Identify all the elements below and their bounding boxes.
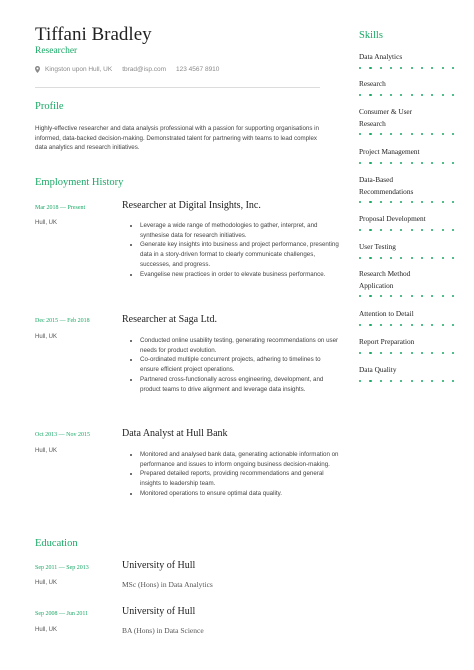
- job-bullet: • Partnered cross-functionally across engineering, development, and product teams to drive alignment and leverage data insights.: [140, 375, 340, 394]
- education-degree: BA (Hons) in Data Science: [122, 626, 204, 635]
- skill-dots: [359, 162, 454, 164]
- contact-phone: 123 4567 8910: [176, 66, 220, 73]
- job-location: Hull, UK: [35, 334, 58, 340]
- skill-dots: [359, 67, 454, 69]
- skills-heading: Skills: [359, 30, 383, 41]
- education-school: University of Hull: [122, 606, 196, 617]
- skill-item: [359, 241, 459, 259]
- education-location: Hull, UK: [35, 580, 58, 586]
- skill-name: Report Preparation: [359, 337, 415, 346]
- skill-item: [359, 78, 459, 96]
- education-dates: Sep 2008 — Jun 2011: [35, 611, 89, 617]
- skill-name: Data-Based Recommendations: [359, 175, 414, 196]
- skill-dots: [359, 295, 454, 297]
- education-dates: Sep 2011 — Sep 2013: [35, 565, 89, 571]
- education-school: University of Hull: [122, 560, 196, 571]
- skill-name: Research: [359, 79, 386, 88]
- skill-item: [359, 51, 459, 69]
- job-bullets: [122, 336, 340, 394]
- skill-item: [359, 268, 459, 297]
- skill-dots: [359, 380, 454, 382]
- profile-text: Highly-effective researcher and data analysis professional with a passion for supporting organisations in informed, data-backed decision-making. Demonstrated talent for partnering with teams to lead complex data analytics and research initiatives.: [35, 125, 319, 152]
- job-location: Hull, UK: [35, 448, 58, 454]
- job-bullet: • Monitored operations to ensure optimal data quality.: [140, 489, 340, 499]
- job-bullets: [122, 450, 340, 499]
- skill-item: [359, 106, 459, 135]
- education-degree: MSc (Hons) in Data Analytics: [122, 580, 213, 589]
- job-bullet: • Monitored and analysed bank data, generating actionable information on performance and issues to inform ongoing business decision-making.: [140, 450, 340, 469]
- skill-name: User Testing: [359, 242, 396, 251]
- job-title: Researcher at Saga Ltd.: [122, 314, 217, 325]
- map-pin-icon: [35, 66, 40, 73]
- skill-name: Research Method Application: [359, 269, 411, 290]
- skill-dots: [359, 229, 454, 231]
- skill-name: Attention to Detail: [359, 309, 414, 318]
- skill-name: Data Analytics: [359, 52, 403, 61]
- skill-dots: [359, 201, 454, 203]
- job-title: Researcher at Digital Insights, Inc.: [122, 200, 261, 211]
- header-divider: [35, 87, 320, 88]
- contact-location: Kingston upon Hull, UK: [45, 66, 113, 73]
- resume-name: Tiffani Bradley: [35, 24, 152, 45]
- job-title-subtitle: Researcher: [35, 46, 78, 56]
- skill-item: [359, 146, 459, 164]
- job-title: Data Analyst at Hull Bank: [122, 428, 228, 439]
- skill-item: [359, 213, 459, 231]
- job-bullet: • Generate key insights into business and project performance, presenting data in a story-driven format to clearly communicate challenges, successes, and progress.: [140, 240, 340, 269]
- skill-item: [359, 308, 459, 326]
- job-bullet: • Evangelise new practices in order to elevate business performance.: [140, 270, 340, 280]
- employment-heading: Employment History: [35, 177, 124, 188]
- profile-heading: Profile: [35, 101, 64, 112]
- contact-email[interactable]: tbrad@isp.com: [122, 66, 167, 73]
- education-location: Hull, UK: [35, 627, 58, 633]
- job-dates: Mar 2018 — Present: [35, 205, 86, 211]
- contact-info: [35, 66, 229, 73]
- job-bullets: [122, 221, 340, 279]
- skill-name: Consumer & User Research: [359, 107, 413, 128]
- job-bullet: • Prepared detailed reports, providing recommendations and general insights to leadership team.: [140, 469, 340, 488]
- education-heading: Education: [35, 538, 78, 549]
- skill-name: Data Quality: [359, 365, 397, 374]
- skill-item: [359, 336, 459, 354]
- skill-item: [359, 174, 459, 203]
- job-location: Hull, UK: [35, 220, 58, 226]
- job-dates: Dec 2015 — Feb 2018: [35, 318, 90, 324]
- skill-dots: [359, 324, 454, 326]
- skill-item: [359, 364, 459, 382]
- job-bullet: • Leverage a wide range of methodologies to gather, interpret, and synthesise data for research initiatives.: [140, 221, 340, 240]
- skill-dots: [359, 133, 454, 135]
- skill-dots: [359, 257, 454, 259]
- skill-name: Proposal Development: [359, 214, 426, 223]
- skill-dots: [359, 94, 454, 96]
- job-bullet: • Conducted online usability testing, generating recommendations on user needs for product evolution.: [140, 336, 340, 355]
- job-dates: Oct 2013 — Nov 2015: [35, 432, 90, 438]
- job-bullet: • Co-ordinated multiple concurrent projects, adhering to timelines to ensure efficient project operations.: [140, 355, 340, 374]
- skill-dots: [359, 352, 454, 354]
- skill-name: Project Management: [359, 147, 420, 156]
